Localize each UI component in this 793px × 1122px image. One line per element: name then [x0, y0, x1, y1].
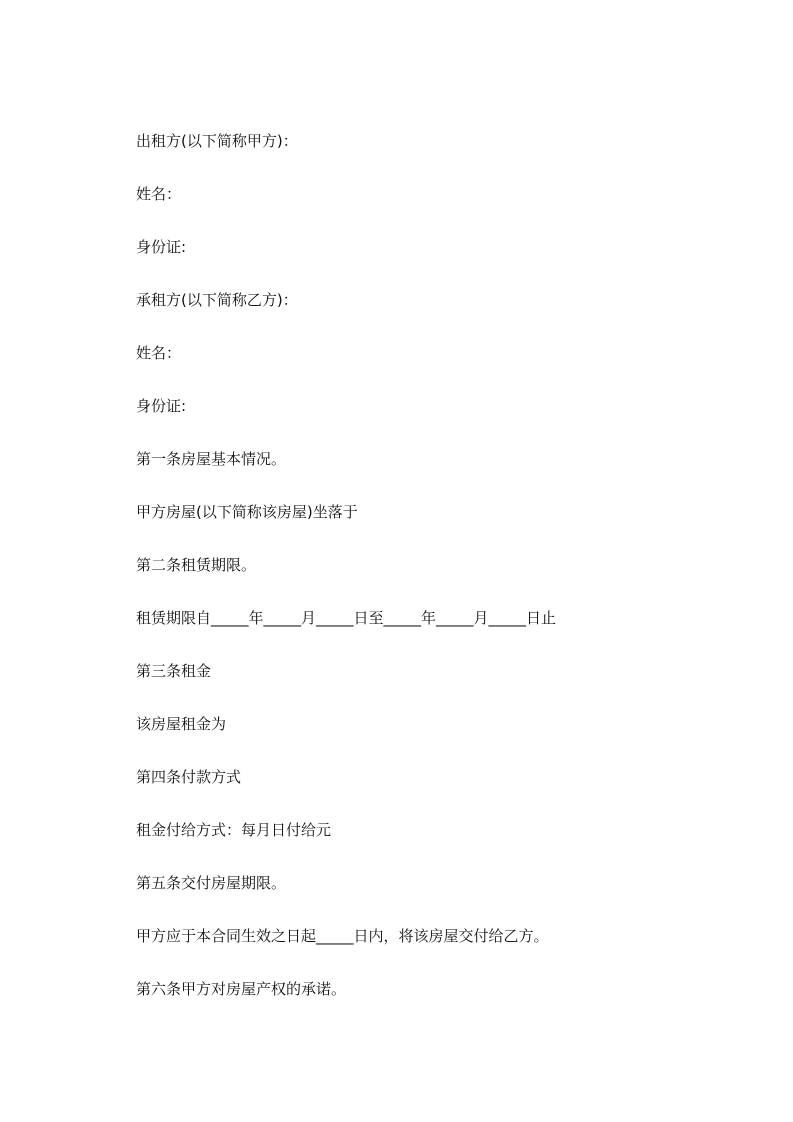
lessee-name-field: 姓名： — [136, 344, 182, 362]
article-2-text: 租赁期限自_____年_____月_____日至_____年_____月_____日止 — [136, 609, 557, 627]
article-2-heading: 第二条租赁期限。 — [136, 556, 257, 574]
contract-body — [136, 128, 736, 1002]
lessor-name-field: 姓名： — [136, 185, 182, 203]
article-6-heading: 第六条甲方对房屋产权的承诺。 — [136, 980, 347, 998]
article-1-heading: 第一条房屋基本情况。 — [136, 450, 287, 468]
lessor-heading: 出租方(以下简称甲方)： — [136, 132, 298, 150]
article-3-text: 该房屋租金为 — [136, 715, 227, 733]
lessee-heading: 承租方(以下简称乙方)： — [136, 291, 298, 309]
article-5-text: 甲方应于本合同生效之日起_____日内，将该房屋交付给乙方。 — [136, 927, 549, 945]
article-4-heading: 第四条付款方式 — [136, 768, 242, 786]
lessor-id-field: 身份证: — [136, 238, 187, 256]
article-4-text: 租金付给方式：每月日付给元 — [136, 821, 332, 839]
article-3-heading: 第三条租金 — [136, 662, 212, 680]
article-5-heading: 第五条交付房屋期限。 — [136, 874, 287, 892]
lessee-id-field: 身份证: — [136, 397, 187, 415]
article-1-text: 甲方房屋(以下简称该房屋)坐落于 — [136, 503, 358, 521]
